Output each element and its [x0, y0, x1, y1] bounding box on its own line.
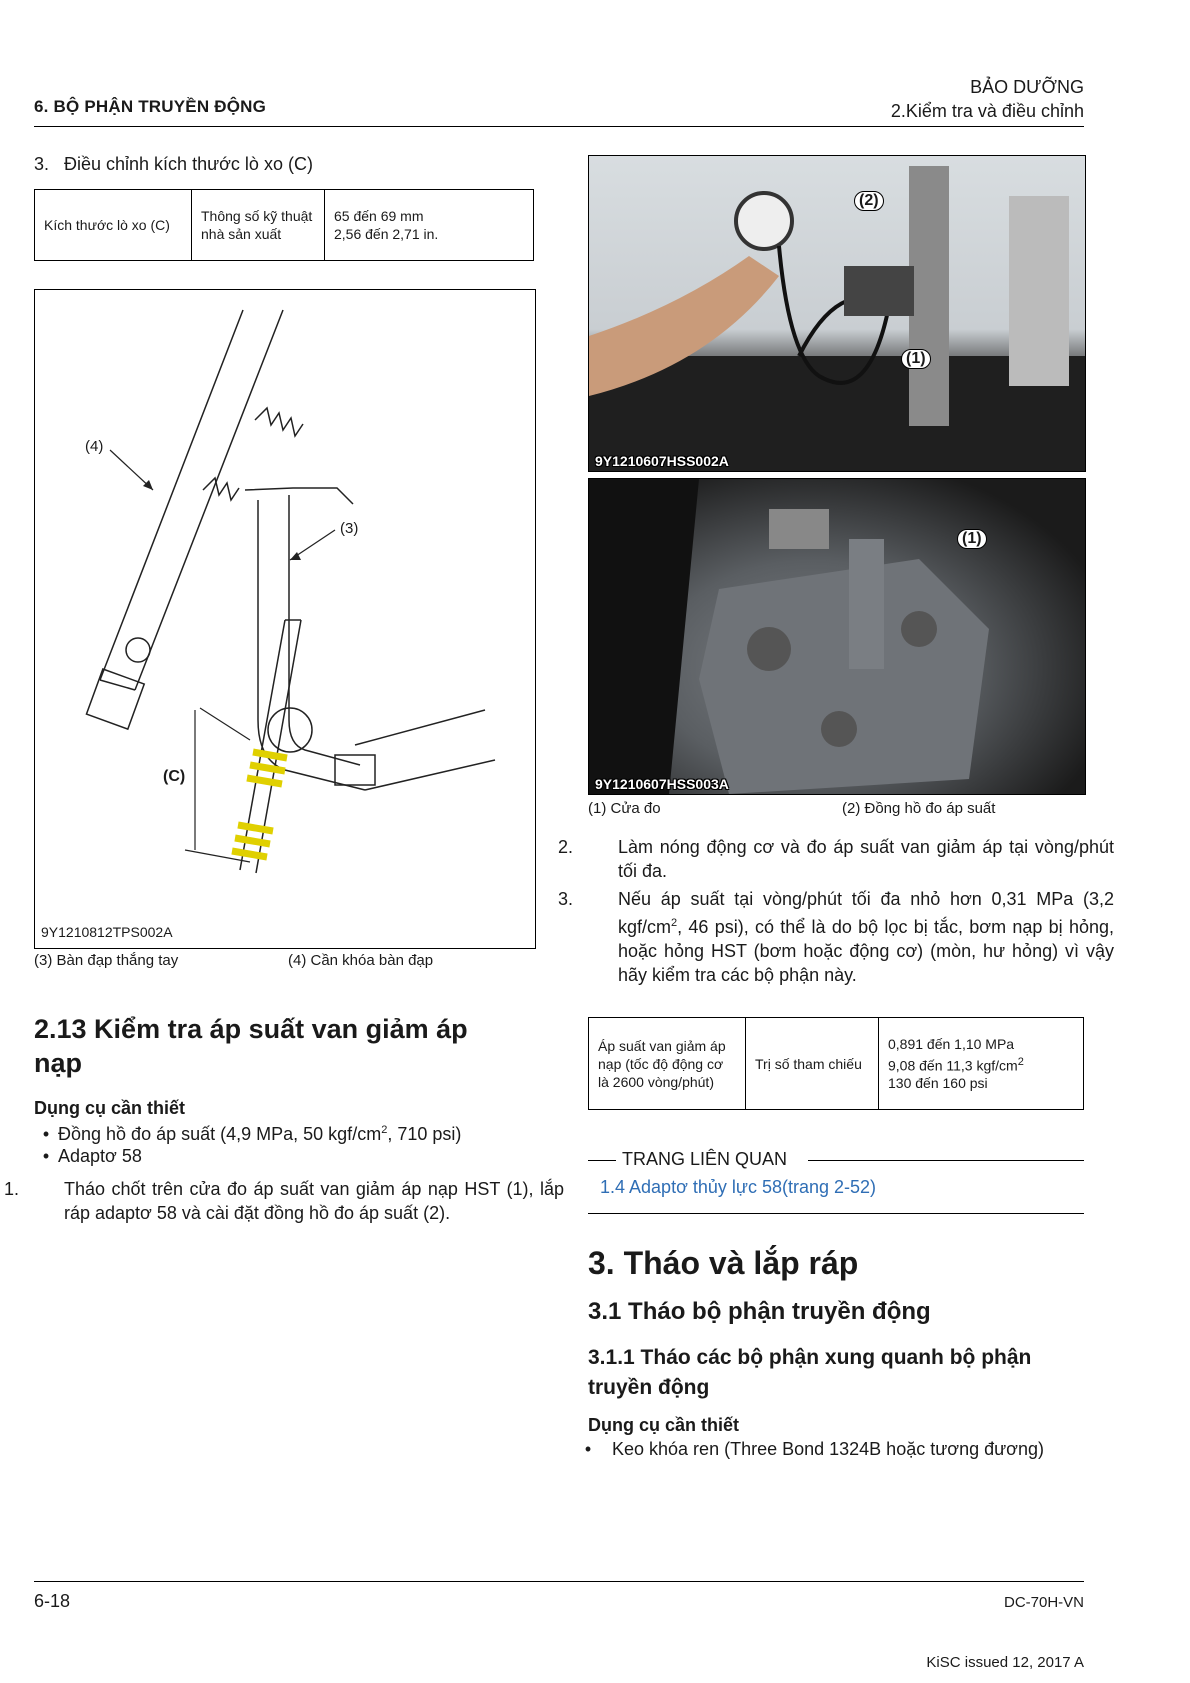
footer-rule	[34, 1581, 1084, 1582]
pedal-lock-drawing	[35, 290, 535, 948]
section-3-title: 3. Tháo và lắp ráp	[588, 1245, 859, 1281]
spec-value-cell: 65 đến 69 mm 2,56 đến 2,71 in.	[325, 190, 534, 261]
chapter-subtitle: 2.Kiểm tra và điều chỉnh	[890, 101, 1084, 121]
spec-type-cell: Thông số kỹ thuật nhà sản xuất	[192, 190, 325, 261]
photo-gauge-port	[588, 478, 1086, 795]
figure-code: 9Y1210812TPS002A	[41, 924, 173, 940]
related-rule-left	[588, 1160, 616, 1161]
relief-pressure-table	[588, 1017, 1084, 1110]
document-code: DC-70H-VN	[1003, 1594, 1084, 1611]
related-rule-right	[808, 1160, 1084, 1161]
chapter-title: BẢO DƯỠNG	[970, 77, 1084, 97]
required-tools-label: Dụng cụ cần thiết	[34, 1098, 186, 1118]
bullet-icon: •	[42, 1124, 50, 1144]
photo1-label-1: (1)	[901, 349, 931, 369]
photo1-code: 9Y1210607HSS002A	[595, 453, 729, 469]
step-3-adjust-spring: 3. Điều chỉnh kích thước lò xo (C)	[34, 154, 313, 174]
section-2-13-title: 2.13 Kiểm tra áp suất van giảm áp nạp	[34, 1014, 468, 1078]
spec-value-cell: 0,891 đến 1,10 MPa 9,08 đến 11,3 kgf/$cm^2$ 130 đến 160 psi	[879, 1018, 1084, 1110]
spec-item-cell: Kích thước lò xo (C)	[35, 190, 192, 261]
header-rule	[34, 126, 1084, 127]
bullet-icon: •	[42, 1146, 50, 1166]
issue-info: KiSC issued 12, 2017 A	[926, 1654, 1084, 1671]
spec-item-cell: Áp suất van giảm áp nạp (tốc độ động cơ là 2600 vòng/phút)	[589, 1018, 746, 1110]
caption-gauge-port: (1) Cửa đo	[588, 800, 661, 817]
required-tools-label: Dụng cụ cần thiết	[588, 1415, 740, 1435]
section-3-1-1-title: 3.1.1 Tháo các bộ phận xung quanh bộ phận truyền động	[588, 1346, 1032, 1399]
step-3-check-pressure: 3. Nếu áp suất tại vòng/phút tối đa nhỏ hơn 0,31 MPa (3,2 kgf/$cm^2$, 46 psi), có thể là do bộ lọc bị tắc, bơm nạp bị hỏng, hoặc hỏng HST (bơm hoặc động cơ) (mòn, hư hỏng) vì vậy hãy kiểm tra các bộ phận này.	[558, 889, 1114, 985]
related-pages-title: TRANG LIÊN QUAN	[622, 1149, 788, 1169]
figure-label-3: (3)	[340, 520, 359, 537]
tool-pressure-gauge: • Đồng hồ đo áp suất (4,9 MPa, 50 kgf/$cm^2$, 710 psi)	[34, 1118, 534, 1146]
caption-brake-pedal: (3) Bàn đạp thắng tay	[34, 952, 179, 969]
photo1-label-2: (2)	[854, 191, 884, 211]
page-number: 6-18	[34, 1591, 71, 1611]
spec-type-cell: Trị số tham chiếu	[746, 1018, 879, 1110]
step-2-warm-engine: 2. Làm nóng động cơ và đo áp suất van giảm áp tại vòng/phút tối đa.	[558, 837, 1114, 881]
tool-adapter: • Adaptơ 58	[34, 1144, 142, 1168]
caption-pressure-gauge: (2) Đồng hồ đo áp suất	[842, 800, 996, 817]
spring-spec-table	[34, 189, 534, 261]
related-rule-bottom	[588, 1213, 1084, 1214]
figure-label-c: (C)	[163, 768, 186, 785]
figure-label-4: (4)	[85, 438, 104, 455]
chapter-header	[891, 75, 1084, 123]
caption-pedal-lock: (4) Cần khóa bàn đạp	[288, 952, 434, 969]
photo-gauge-installed	[588, 155, 1086, 472]
bullet-icon: •	[584, 1439, 592, 1459]
section-header: 6. BỘ PHẬN TRUYỀN ĐỘNG	[34, 97, 267, 116]
step-1-install-gauge: 1. Tháo chốt trên cửa đo áp suất van giảm áp nạp HST (1), lắp ráp adaptơ 58 và cài đặt đồng hồ đo áp suất (2).	[4, 1179, 564, 1223]
tool-thread-lock: • Keo khóa ren (Three Bond 1324B hoặc tương đương)	[584, 1439, 1044, 1459]
spring-adjust-figure	[34, 289, 536, 949]
photo2-label-1: (1)	[957, 529, 987, 549]
section-3-1-title: 3.1 Tháo bộ phận truyền động	[588, 1298, 931, 1325]
related-link-adapter-58[interactable]: 1.4 Adaptơ thủy lực 58(trang 2-52)	[600, 1177, 877, 1197]
photo2-code: 9Y1210607HSS003A	[595, 776, 729, 792]
